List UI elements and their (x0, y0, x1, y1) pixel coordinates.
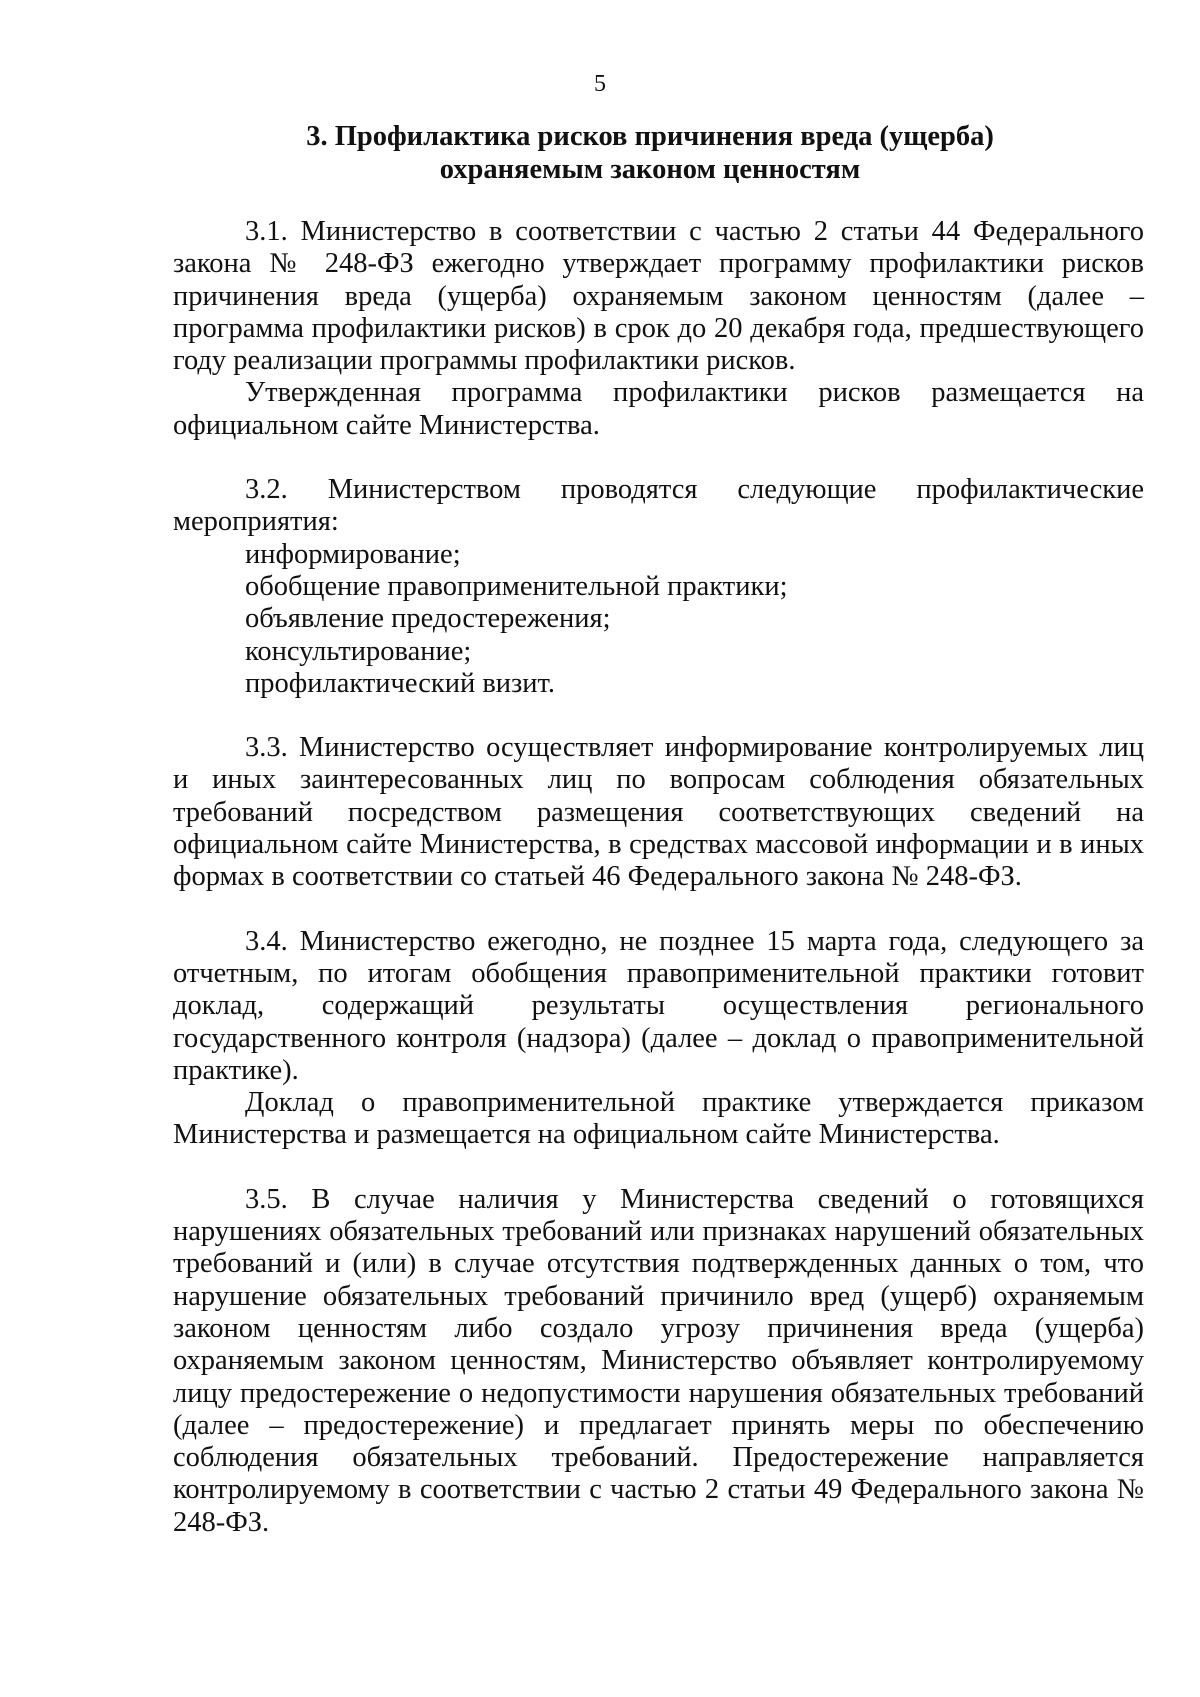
paragraph-3-4: 3.4. Министерство ежегодно, не позднее 15 марта года, следующего за отчетным, по итогам обобщения правоприменительной практики готовит доклад, содержащий результаты осуществления регионального государственного контроля (надзора) (далее – доклад о правоприменительной практике). (173, 925, 1144, 1086)
list-item: консультирование; (245, 635, 472, 667)
paragraph-3-1-continued: Утвержденная программа профилактики рисков размещается на официальном сайте Министерства. (173, 377, 1144, 441)
document-body (173, 216, 1144, 1539)
list-item: профилактический визит. (245, 667, 555, 699)
list-item: обобщение правоприменительной практики; (245, 570, 788, 602)
paragraph-3-3: 3.3. Министерство осуществляет информирование контролируемых лиц и иных заинтересованных лиц по вопросам соблюдения обязательных требований посредством размещения соответствующих сведений на официальном сайте Министерства, в средствах массовой информации и в иных формах в соответствии со статьей 46 Федерального закона № 248-ФЗ. (173, 732, 1144, 893)
section-title (170, 120, 1130, 186)
page-number: 5 (594, 71, 606, 97)
paragraph-3-1: 3.1. Министерство в соответствии с частью 2 статьи 44 Федерального закона № 248-ФЗ ежегодно утверждает программу профилактики рисков причинения вреда (ущерба) охраняемым законом ценностям (далее – программа профилактики рисков) в срок до 20 декабря года, предшествующего году реализации программы профилактики рисков. (173, 216, 1144, 377)
paragraph-3-2: 3.2. Министерством проводятся следующие профилактические мероприятия: (173, 474, 1144, 538)
list-item: объявление предостережения; (245, 603, 611, 635)
list-item: информирование; (245, 538, 461, 570)
section-title-line-2: охраняемым законом ценностям (439, 154, 861, 185)
section-title-line-1: 3. Профилактика рисков причинения вреда (ущерба) (306, 121, 994, 152)
paragraph-3-4-continued: Доклад о правоприменительной практике утверждается приказом Министерства и размещается на официальном сайте Министерства. (173, 1087, 1144, 1151)
paragraph-3-5: 3.5. В случае наличия у Министерства сведений о готовящихся нарушениях обязательных требований или признаках нарушений обязательных требований и (или) в случае отсутствия подтвержденных данных о том, что нарушение обязательных требований причинило вред (ущерб) охраняемым законом ценностям либо создало угрозу причинения вреда (ущерба) охраняемым законом ценностям, Министерство объявляет контролируемому лицу предостережение о недопустимости нарушения обязательных требований (далее – предостережение) и предлагает принять меры по обеспечению соблюдения обязательных требований. Предостережение направляется контролируемому в соответствии с частью 2 статьи 49 Федерального закона № 248-ФЗ. (173, 1183, 1144, 1538)
